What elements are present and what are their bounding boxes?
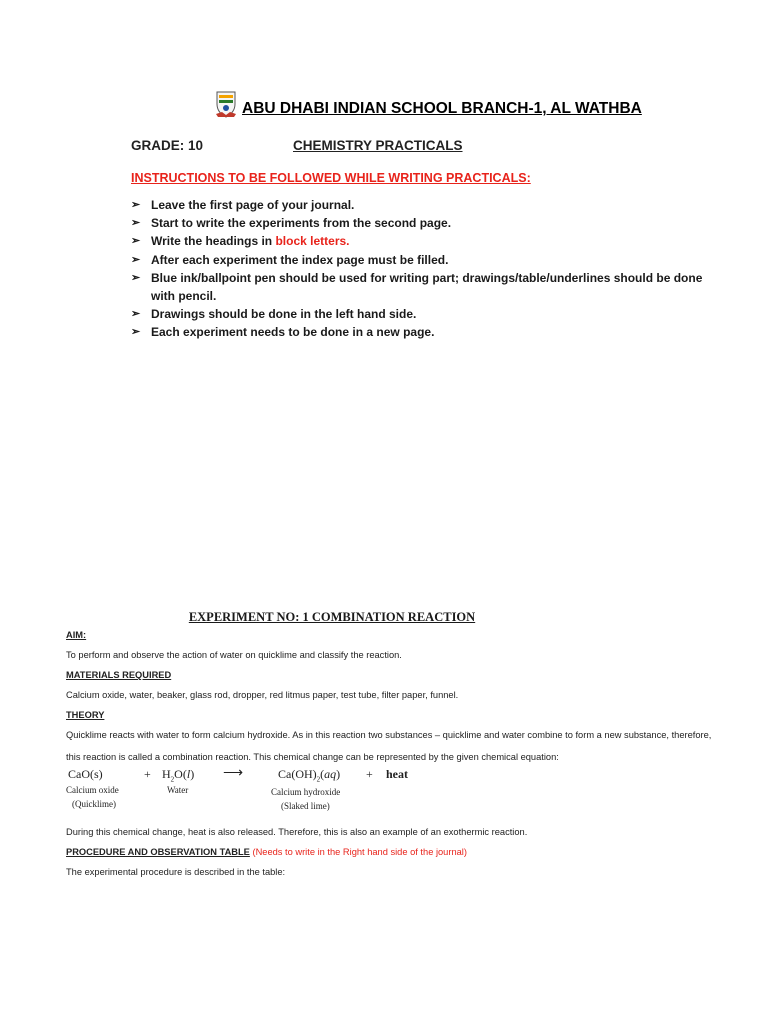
list-item: ➢ Each experiment needs to be done in a new page. (131, 323, 711, 341)
product-name: Calcium hydroxide (271, 787, 341, 797)
reactant-cao: CaO(s) (68, 767, 103, 781)
instructions-heading: INSTRUCTIONS TO BE FOLLOWED WHILE WRITING PRACTICALS: (131, 171, 531, 185)
highlight-text: block letters. (275, 234, 350, 249)
list-item: ➢ After each experiment the index page must be filled. (131, 251, 711, 269)
arrow-bullet-icon: ➢ (131, 199, 141, 211)
grade-label: GRADE: 10 (131, 138, 204, 153)
arrow-bullet-icon: ➢ (131, 217, 141, 230)
school-header (214, 90, 642, 118)
procedure-text: The experimental procedure is described in the table: (66, 867, 286, 877)
materials-text: Calcium oxide, water, beaker, glass rod, dropper, red litmus paper, test tube, filter paper, funnel. (66, 690, 459, 700)
reaction-arrow: ⟶ (223, 766, 244, 781)
reactant1-name: Calcium oxide (66, 785, 119, 795)
procedure-note: (Needs to write in the Right hand side of the journal) (252, 847, 467, 857)
exothermic-text: During this chemical change, heat is also released. Therefore, this is also an example of an exothermic reaction. (66, 827, 528, 837)
procedure-heading-row (66, 847, 467, 857)
product-common-name: (Slaked lime) (281, 801, 330, 811)
list-item: ➢ Blue ink/ballpoint pen should be used for writing part; drawings/table/underlines should be done with pencil. (131, 270, 703, 304)
product-calcium-hydroxide: $Ca(OH)_2(aq)$ (278, 767, 341, 784)
list-item: ➢ Drawings should be done in the left hand side. (131, 305, 711, 323)
arrow-bullet-icon: ➢ (131, 271, 141, 284)
list-item: ➢ Leave the first page of your journal. (131, 196, 711, 214)
experiment-title: EXPERIMENT NO: 1 COMBINATION REACTION (188, 610, 476, 624)
reactant1-common-name: (Quicklime) (72, 799, 116, 809)
aim-heading: AIM: (66, 630, 87, 640)
school-logo-icon (214, 90, 238, 118)
theory-text: Quicklime reacts with water to form calcium hydroxide. As in this reaction two substances – quicklime and water combine to form a new substance, therefore, this reaction is called a combination reaction. This chemical change can be represented by the given chemical equation: (66, 730, 712, 762)
subject-title: CHEMISTRY PRACTICALS (293, 138, 463, 153)
materials-heading: MATERIALS REQUIRED (66, 670, 172, 680)
reactant2-name: Water (167, 785, 189, 795)
list-item: ➢ Write the headings in block letters. (131, 232, 711, 250)
procedure-heading: PROCEDURE AND OBSERVATION TABLE (66, 847, 250, 857)
list-item: ➢ Start to write the experiments from the second page. (131, 214, 711, 232)
arrow-bullet-icon: ➢ (131, 253, 141, 266)
aim-text: To perform and observe the action of water on quicklime and classify the reaction. (66, 650, 402, 660)
plus-sign: + (366, 767, 373, 781)
arrow-bullet-icon: ➢ (131, 235, 141, 248)
instructions-list (131, 196, 711, 342)
arrow-bullet-icon: ➢ (131, 308, 141, 321)
arrow-bullet-icon: ➢ (131, 326, 141, 339)
reactant-water: $H_2O(l)$ (162, 767, 195, 784)
theory-heading: THEORY (66, 710, 105, 720)
heat-label: heat (386, 767, 408, 781)
chemical-equation (66, 767, 426, 821)
plus-sign: + (144, 767, 151, 781)
school-name: ABU DHABI INDIAN SCHOOL BRANCH-1, AL WATHBA (242, 100, 642, 117)
